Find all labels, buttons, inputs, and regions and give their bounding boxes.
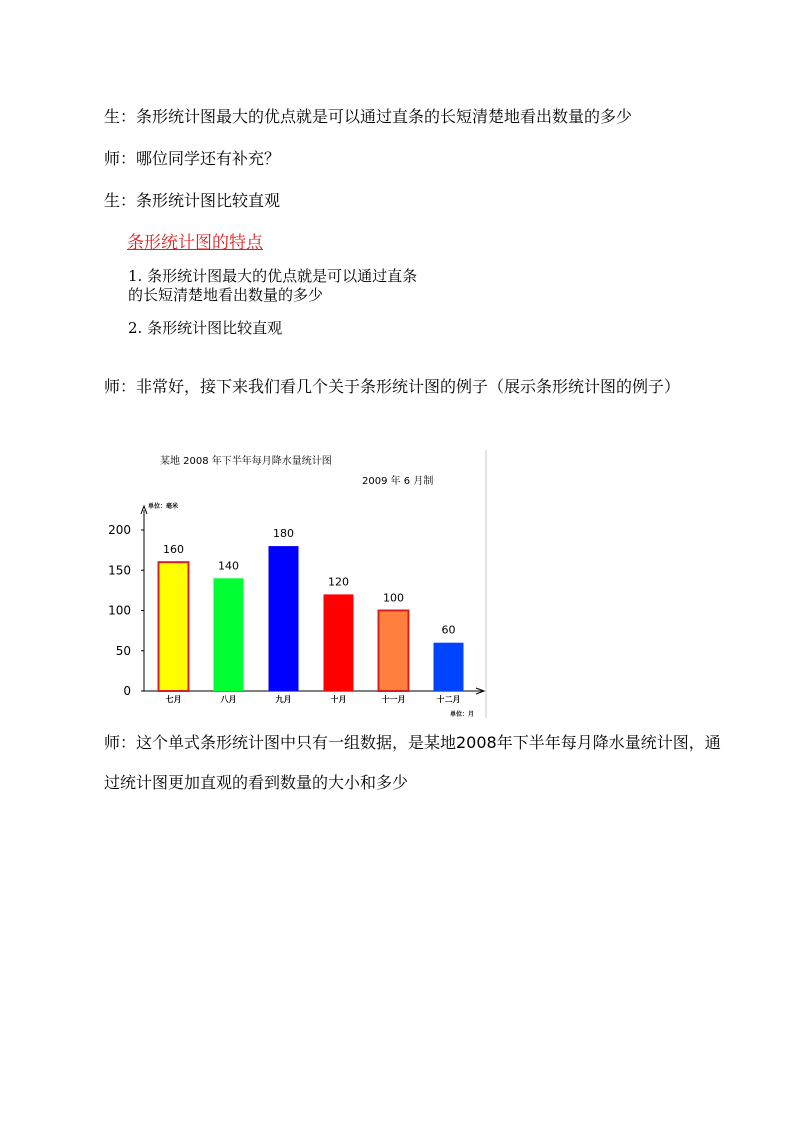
teacher-question: 师：哪位同学还有补充？ — [104, 149, 281, 168]
rainfall-bar-chart — [106, 448, 490, 720]
x-tick-label: 十月 — [330, 695, 347, 704]
chart-title: 某地 2008 年下半年每月降水量统计图 — [160, 456, 332, 467]
bar-3 — [324, 594, 354, 691]
slide-point-2: 2. 条形统计图比较直观 — [128, 319, 283, 337]
student-answer-1: 生：条形统计图最大的优点就是可以通过直条的长短清楚地看出数量的多少 — [104, 107, 633, 126]
x-tick-label: 八月 — [220, 695, 237, 704]
x-tick-label: 九月 — [275, 695, 292, 704]
slide-point-1b: 的长短清楚地看出数量的多少 — [128, 286, 324, 304]
x-tick-label: 十一月 — [381, 695, 406, 704]
y-tick-label: 0 — [123, 684, 131, 698]
y-tick-label: 200 — [108, 523, 131, 537]
chart-y-unit: 单位：毫米 — [148, 503, 179, 510]
x-tick-label: 七月 — [165, 695, 182, 704]
teacher-explanation: 师：这个单式条形统计图中只有一组数据，是某地2008年下半年每月降水量统计图，通过统计图更加直观的看到数量的大小和多少 — [104, 733, 721, 792]
bar-value-label: 180 — [273, 527, 294, 541]
bar-value-label: 120 — [328, 575, 349, 589]
bar-1 — [214, 578, 244, 691]
bar-2 — [269, 546, 299, 691]
y-tick-label: 150 — [108, 563, 131, 578]
y-tick-label: 50 — [115, 643, 131, 658]
bar-value-label: 160 — [163, 543, 184, 557]
x-tick-label: 十二月 — [436, 695, 461, 704]
bar-0 — [159, 562, 189, 691]
y-tick-label: 100 — [108, 603, 131, 618]
chart-subtitle: 2009 年 6 月制 — [362, 476, 434, 487]
bar-5 — [434, 643, 464, 691]
bar-value-label: 140 — [218, 559, 239, 573]
slide-point-1a: 1. 条形统计图最大的优点就是可以通过直条 — [128, 267, 418, 285]
bar-4 — [379, 611, 409, 692]
slide-title: 条形统计图的特点 — [127, 233, 263, 253]
teacher-intro: 师：非常好，接下来我们看几个关于条形统计图的例子（展示条形统计图的例子） — [104, 377, 681, 396]
chart-x-unit: 单位：月 — [450, 711, 475, 718]
bar-value-label: 100 — [383, 591, 404, 605]
bar-value-label: 60 — [441, 623, 456, 637]
student-answer-2: 生：条形统计图比较直观 — [104, 191, 281, 210]
